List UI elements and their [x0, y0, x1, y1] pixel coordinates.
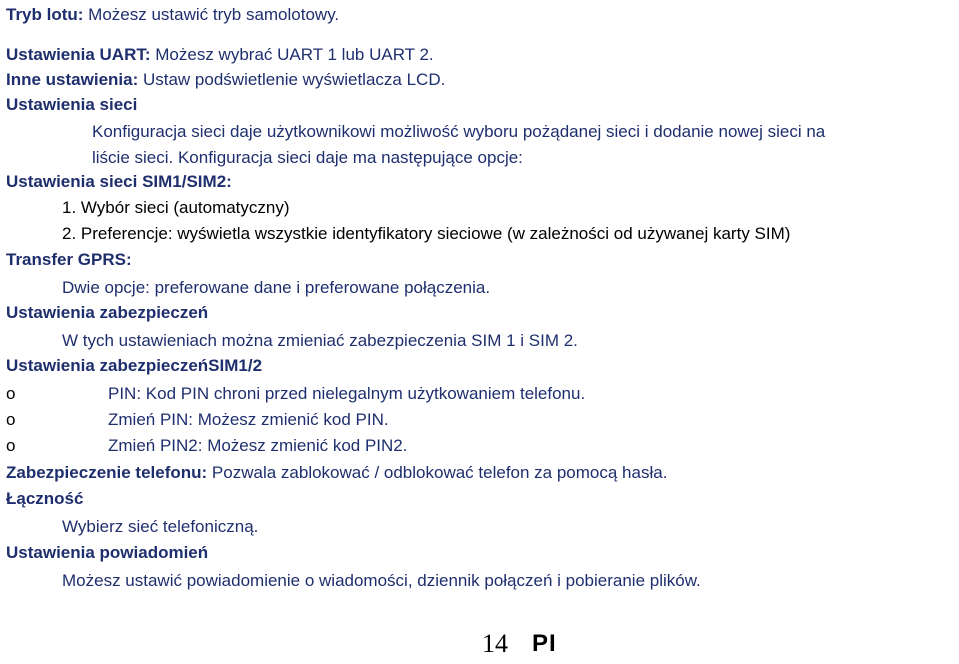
bullet-marker-2: o — [6, 410, 16, 429]
security-settings-text: W tych ustawieniach można zmieniać zabezpieczenia SIM 1 i SIM 2. — [62, 331, 578, 350]
sim-security-heading: Ustawienia zabezpieczeńSIM1/2 — [6, 356, 263, 375]
notification-settings-text: Możesz ustawić powiadomienie o wiadomości, dziennik połączeń i pobieranie plików. — [62, 571, 701, 590]
network-paragraph-line2: liście sieci. Konfiguracja sieci daje ma następujące opcje: — [92, 148, 523, 167]
notification-settings-heading: Ustawienia powiadomień — [6, 543, 209, 562]
other-settings-line — [6, 70, 445, 90]
connectivity-heading: Łączność — [6, 489, 84, 508]
bullet-marker-3: o — [6, 436, 16, 455]
bullet-marker-1: o — [6, 384, 16, 403]
sim-network-item-1: 1. Wybór sieci (automatyczny) — [62, 198, 290, 217]
other-settings-text: Ustaw podświetlenie wyświetlacza LCD. — [138, 70, 446, 89]
language-label: PI — [532, 630, 557, 657]
page-number: 14 — [482, 629, 508, 658]
airplane-mode-label: Tryb lotu: — [6, 5, 84, 24]
phone-security-line — [6, 463, 667, 483]
airplane-mode-text: Możesz ustawić tryb samolotowy. — [83, 5, 340, 24]
bullet-item-1: PIN: Kod PIN chroni przed nielegalnym użytkowaniem telefonu. — [108, 384, 586, 403]
uart-text: Możesz wybrać UART 1 lub UART 2. — [150, 45, 434, 64]
uart-line — [6, 45, 434, 65]
connectivity-text: Wybierz sieć telefoniczną. — [62, 517, 259, 536]
airplane-mode-line — [6, 5, 339, 25]
network-settings-heading: Ustawienia sieci — [6, 95, 138, 114]
phone-security-text: Pozwala zablokować / odblokować telefon za pomocą hasła. — [207, 463, 668, 482]
sim-network-heading: Ustawienia sieci SIM1/SIM2: — [6, 172, 232, 191]
sim-network-item-2: 2. Preferencje: wyświetla wszystkie identyfikatory sieciowe (w zależności od używanej karty SIM) — [62, 224, 791, 243]
phone-security-label: Zabezpieczenie telefonu: — [6, 463, 208, 482]
bullet-item-2: Zmień PIN: Możesz zmienić kod PIN. — [108, 410, 389, 429]
gprs-heading: Transfer GPRS: — [6, 250, 132, 269]
gprs-text: Dwie opcje: preferowane dane i preferowane połączenia. — [62, 278, 491, 297]
bullet-item-3: Zmień PIN2: Możesz zmienić kod PIN2. — [108, 436, 408, 455]
uart-label: Ustawienia UART: — [6, 45, 151, 64]
security-settings-heading: Ustawienia zabezpieczeń — [6, 303, 209, 322]
network-paragraph-line1: Konfiguracja sieci daje użytkownikowi możliwość wyboru pożądanej sieci i dodanie nowej sieci na — [92, 122, 826, 141]
other-settings-label: Inne ustawienia: — [6, 70, 139, 89]
